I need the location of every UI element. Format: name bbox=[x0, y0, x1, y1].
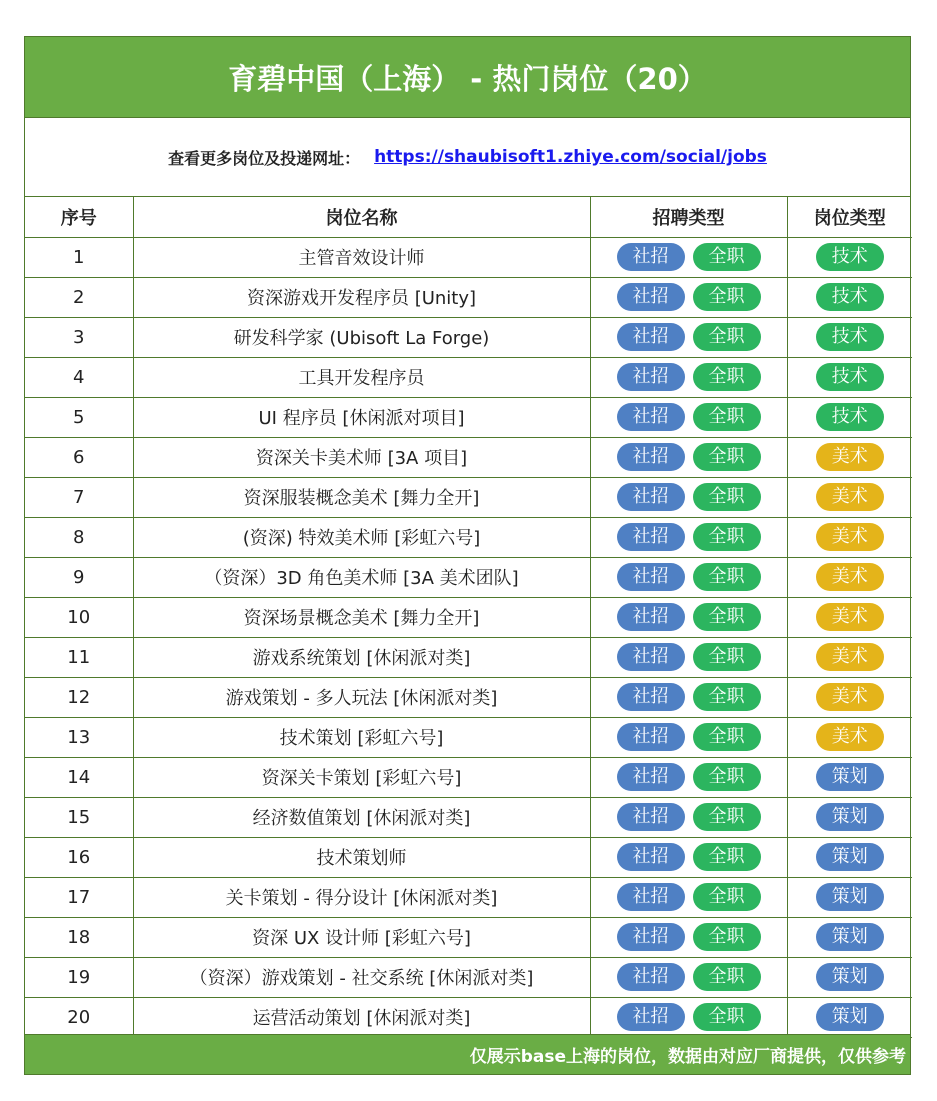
footer-note: 仅展示base上海的岗位，数据由对应厂商提供，仅供参考 bbox=[25, 1034, 910, 1074]
job-title: (资深) 特效美术师 [彩虹六号] bbox=[133, 517, 590, 557]
job-title: 资深 UX 设计师 [彩虹六号] bbox=[133, 917, 590, 957]
recruit-type-cell bbox=[590, 477, 787, 517]
fulltime-badge: 全职 bbox=[693, 283, 761, 311]
job-title: 资深场景概念美术 [舞力全开] bbox=[133, 597, 590, 637]
job-title: 经济数值策划 [休闲派对类] bbox=[133, 797, 590, 837]
table-row bbox=[25, 877, 912, 917]
fulltime-badge: 全职 bbox=[693, 723, 761, 751]
table-row bbox=[25, 717, 912, 757]
row-index: 9 bbox=[25, 557, 133, 597]
fulltime-badge: 全职 bbox=[693, 523, 761, 551]
job-title: 资深关卡策划 [彩虹六号] bbox=[133, 757, 590, 797]
row-index: 20 bbox=[25, 997, 133, 1037]
job-type-badge: 美术 bbox=[816, 603, 884, 631]
row-index: 16 bbox=[25, 837, 133, 877]
recruit-type-cell bbox=[590, 437, 787, 477]
table-row bbox=[25, 237, 912, 277]
fulltime-badge: 全职 bbox=[693, 763, 761, 791]
recruit-type-cell bbox=[590, 357, 787, 397]
jobs-table-body bbox=[25, 237, 912, 1037]
table-row bbox=[25, 917, 912, 957]
social-recruit-badge: 社招 bbox=[617, 363, 685, 391]
table-row bbox=[25, 997, 912, 1037]
row-index: 3 bbox=[25, 317, 133, 357]
job-type-cell bbox=[787, 677, 912, 717]
job-title: 资深游戏开发程序员 [Unity] bbox=[133, 277, 590, 317]
row-index: 1 bbox=[25, 237, 133, 277]
table-row bbox=[25, 477, 912, 517]
table-row bbox=[25, 597, 912, 637]
job-type-cell bbox=[787, 557, 912, 597]
job-title: （资深）3D 角色美术师 [3A 美术团队] bbox=[133, 557, 590, 597]
recruit-type-cell bbox=[590, 397, 787, 437]
job-title: （资深）游戏策划 - 社交系统 [休闲派对类] bbox=[133, 957, 590, 997]
job-type-cell bbox=[787, 357, 912, 397]
social-recruit-badge: 社招 bbox=[617, 1003, 685, 1031]
job-type-cell bbox=[787, 837, 912, 877]
recruit-type-cell bbox=[590, 837, 787, 877]
row-index: 11 bbox=[25, 637, 133, 677]
job-title: 资深关卡美术师 [3A 项目] bbox=[133, 437, 590, 477]
recruit-type-cell bbox=[590, 557, 787, 597]
job-type-badge: 策划 bbox=[816, 883, 884, 911]
fulltime-badge: 全职 bbox=[693, 803, 761, 831]
recruit-type-cell bbox=[590, 997, 787, 1037]
job-type-badge: 美术 bbox=[816, 723, 884, 751]
job-type-cell bbox=[787, 717, 912, 757]
fulltime-badge: 全职 bbox=[693, 843, 761, 871]
job-title: 资深服装概念美术 [舞力全开] bbox=[133, 477, 590, 517]
job-title: 研发科学家 (Ubisoft La Forge) bbox=[133, 317, 590, 357]
job-type-badge: 策划 bbox=[816, 843, 884, 871]
job-type-cell bbox=[787, 277, 912, 317]
fulltime-badge: 全职 bbox=[693, 1003, 761, 1031]
job-type-cell bbox=[787, 877, 912, 917]
recruit-type-cell bbox=[590, 317, 787, 357]
job-title: UI 程序员 [休闲派对项目] bbox=[133, 397, 590, 437]
row-index: 4 bbox=[25, 357, 133, 397]
recruit-type-cell bbox=[590, 517, 787, 557]
job-type-badge: 策划 bbox=[816, 1003, 884, 1031]
row-index: 8 bbox=[25, 517, 133, 557]
job-type-cell bbox=[787, 957, 912, 997]
job-type-cell bbox=[787, 437, 912, 477]
fulltime-badge: 全职 bbox=[693, 363, 761, 391]
fulltime-badge: 全职 bbox=[693, 883, 761, 911]
jobs-card bbox=[24, 36, 911, 1075]
job-type-badge: 技术 bbox=[816, 323, 884, 351]
table-row bbox=[25, 437, 912, 477]
social-recruit-badge: 社招 bbox=[617, 603, 685, 631]
job-type-badge: 策划 bbox=[816, 763, 884, 791]
social-recruit-badge: 社招 bbox=[617, 923, 685, 951]
recruit-type-cell bbox=[590, 757, 787, 797]
recruit-type-cell bbox=[590, 677, 787, 717]
job-type-badge: 技术 bbox=[816, 243, 884, 271]
row-index: 7 bbox=[25, 477, 133, 517]
row-index: 15 bbox=[25, 797, 133, 837]
recruit-type-cell bbox=[590, 597, 787, 637]
table-row bbox=[25, 757, 912, 797]
social-recruit-badge: 社招 bbox=[617, 523, 685, 551]
job-title: 主管音效设计师 bbox=[133, 237, 590, 277]
job-type-badge: 技术 bbox=[816, 403, 884, 431]
job-type-cell bbox=[787, 517, 912, 557]
social-recruit-badge: 社招 bbox=[617, 443, 685, 471]
recruit-type-cell bbox=[590, 877, 787, 917]
fulltime-badge: 全职 bbox=[693, 563, 761, 591]
table-row bbox=[25, 277, 912, 317]
fulltime-badge: 全职 bbox=[693, 483, 761, 511]
table-row bbox=[25, 797, 912, 837]
social-recruit-badge: 社招 bbox=[617, 843, 685, 871]
row-index: 12 bbox=[25, 677, 133, 717]
job-title: 游戏策划 - 多人玩法 [休闲派对类] bbox=[133, 677, 590, 717]
job-type-cell bbox=[787, 397, 912, 437]
recruit-type-cell bbox=[590, 237, 787, 277]
job-type-badge: 技术 bbox=[816, 283, 884, 311]
fulltime-badge: 全职 bbox=[693, 683, 761, 711]
job-type-cell bbox=[787, 917, 912, 957]
table-row bbox=[25, 637, 912, 677]
row-index: 5 bbox=[25, 397, 133, 437]
table-row bbox=[25, 357, 912, 397]
fulltime-badge: 全职 bbox=[693, 243, 761, 271]
social-recruit-badge: 社招 bbox=[617, 483, 685, 511]
fulltime-badge: 全职 bbox=[693, 403, 761, 431]
row-index: 17 bbox=[25, 877, 133, 917]
job-type-badge: 美术 bbox=[816, 483, 884, 511]
recruit-type-cell bbox=[590, 717, 787, 757]
job-type-cell bbox=[787, 757, 912, 797]
job-title: 游戏系统策划 [休闲派对类] bbox=[133, 637, 590, 677]
table-row bbox=[25, 317, 912, 357]
page-title: 育碧中国（上海） - 热门岗位（20） bbox=[25, 37, 910, 118]
recruit-type-cell bbox=[590, 917, 787, 957]
job-type-badge: 美术 bbox=[816, 683, 884, 711]
job-type-badge: 美术 bbox=[816, 643, 884, 671]
job-type-cell bbox=[787, 317, 912, 357]
table-row bbox=[25, 677, 912, 717]
table-row bbox=[25, 517, 912, 557]
row-index: 19 bbox=[25, 957, 133, 997]
social-recruit-badge: 社招 bbox=[617, 323, 685, 351]
job-type-badge: 策划 bbox=[816, 803, 884, 831]
row-index: 10 bbox=[25, 597, 133, 637]
job-title: 技术策划 [彩虹六号] bbox=[133, 717, 590, 757]
job-type-cell bbox=[787, 597, 912, 637]
social-recruit-badge: 社招 bbox=[617, 403, 685, 431]
table-row bbox=[25, 837, 912, 877]
job-type-cell bbox=[787, 477, 912, 517]
job-title: 工具开发程序员 bbox=[133, 357, 590, 397]
recruit-type-cell bbox=[590, 637, 787, 677]
job-type-badge: 策划 bbox=[816, 963, 884, 991]
job-type-cell bbox=[787, 797, 912, 837]
row-index: 2 bbox=[25, 277, 133, 317]
job-type-badge: 美术 bbox=[816, 523, 884, 551]
row-index: 18 bbox=[25, 917, 133, 957]
social-recruit-badge: 社招 bbox=[617, 243, 685, 271]
job-title: 运营活动策划 [休闲派对类] bbox=[133, 997, 590, 1037]
fulltime-badge: 全职 bbox=[693, 323, 761, 351]
jobs-table bbox=[25, 197, 912, 1038]
social-recruit-badge: 社招 bbox=[617, 283, 685, 311]
social-recruit-badge: 社招 bbox=[617, 803, 685, 831]
fulltime-badge: 全职 bbox=[693, 643, 761, 671]
column-header-job-type: 岗位类型 bbox=[787, 197, 912, 237]
fulltime-badge: 全职 bbox=[693, 923, 761, 951]
jobs-url-link[interactable]: https://shaubisoft1.zhiye.com/social/jobs bbox=[374, 147, 767, 167]
row-index: 14 bbox=[25, 757, 133, 797]
job-type-cell bbox=[787, 237, 912, 277]
more-jobs-label: 查看更多岗位及投递网址： bbox=[168, 148, 361, 168]
recruit-type-cell bbox=[590, 957, 787, 997]
job-type-badge: 美术 bbox=[816, 443, 884, 471]
row-index: 6 bbox=[25, 437, 133, 477]
job-type-badge: 策划 bbox=[816, 923, 884, 951]
job-title: 技术策划师 bbox=[133, 837, 590, 877]
table-row bbox=[25, 957, 912, 997]
row-index: 13 bbox=[25, 717, 133, 757]
job-type-badge: 美术 bbox=[816, 563, 884, 591]
social-recruit-badge: 社招 bbox=[617, 723, 685, 751]
column-header-name: 岗位名称 bbox=[133, 197, 590, 237]
table-row bbox=[25, 397, 912, 437]
social-recruit-badge: 社招 bbox=[617, 883, 685, 911]
table-header-row bbox=[25, 197, 912, 237]
job-type-cell bbox=[787, 997, 912, 1037]
job-type-badge: 技术 bbox=[816, 363, 884, 391]
recruit-type-cell bbox=[590, 797, 787, 837]
fulltime-badge: 全职 bbox=[693, 963, 761, 991]
table-row bbox=[25, 557, 912, 597]
fulltime-badge: 全职 bbox=[693, 603, 761, 631]
social-recruit-badge: 社招 bbox=[617, 643, 685, 671]
more-jobs-line bbox=[25, 118, 910, 197]
social-recruit-badge: 社招 bbox=[617, 763, 685, 791]
social-recruit-badge: 社招 bbox=[617, 683, 685, 711]
job-title: 关卡策划 - 得分设计 [休闲派对类] bbox=[133, 877, 590, 917]
column-header-recruit-type: 招聘类型 bbox=[590, 197, 787, 237]
fulltime-badge: 全职 bbox=[693, 443, 761, 471]
social-recruit-badge: 社招 bbox=[617, 563, 685, 591]
recruit-type-cell bbox=[590, 277, 787, 317]
job-type-cell bbox=[787, 637, 912, 677]
column-header-index: 序号 bbox=[25, 197, 133, 237]
social-recruit-badge: 社招 bbox=[617, 963, 685, 991]
